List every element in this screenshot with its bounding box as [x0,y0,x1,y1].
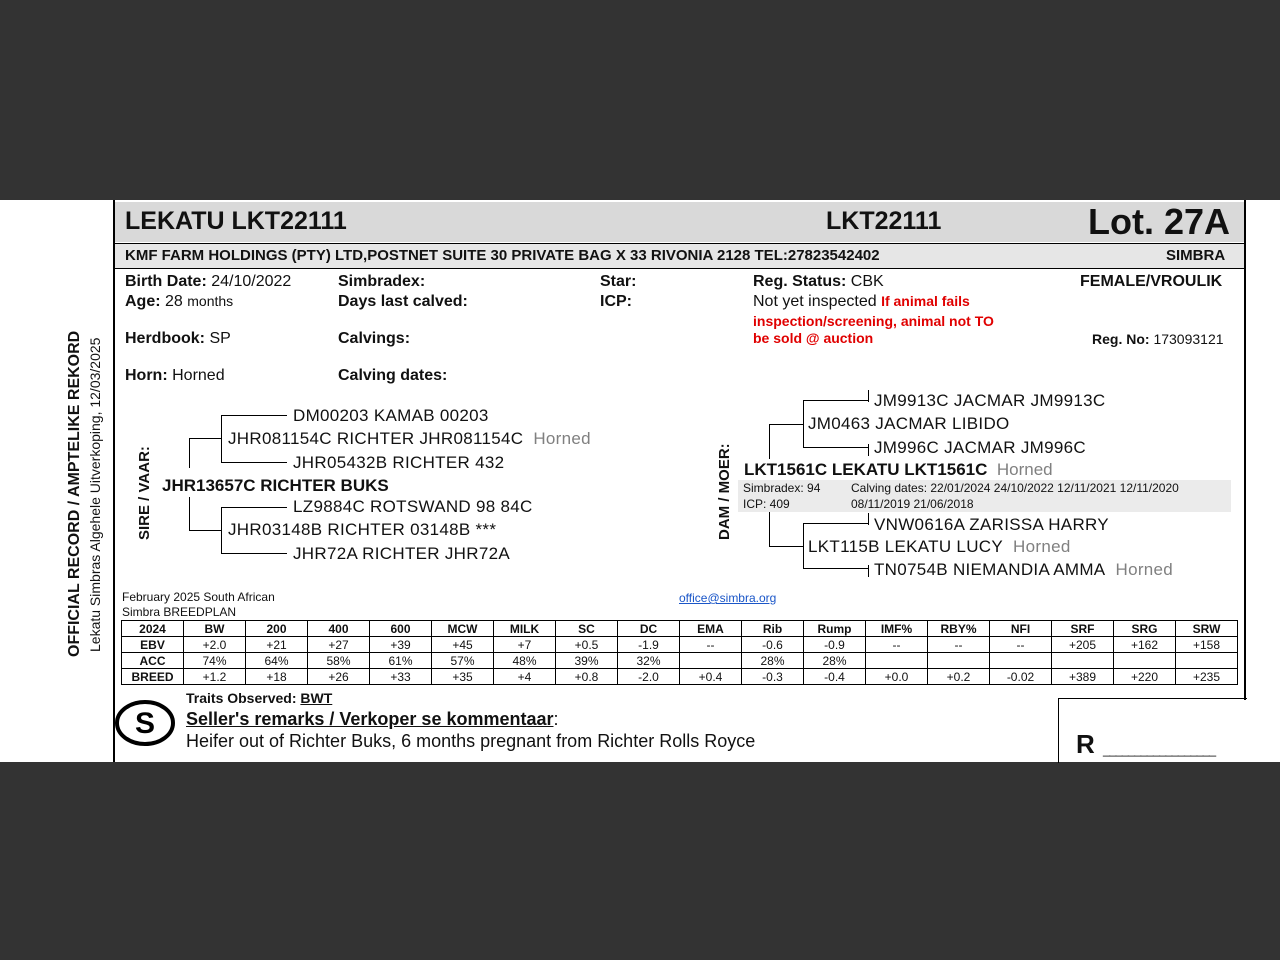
owner-details: KMF FARM HOLDINGS (PTY) LTD,POSTNET SUITE 30 PRIVATE BAG X 33 RIVONIA 2128 TEL:27823542402 [125,247,880,264]
sale-info-label: Lekatu Simbras Algehele Uitverkoping, 12/03/2025 [87,337,103,652]
icp-label: ICP: [600,293,632,310]
dam-dam: LKT115B LEKATU LUCY Horned [808,537,1071,556]
acc-cell: 74% [184,653,246,669]
ebv-header: Rib [742,621,804,637]
card-left-border [113,200,115,762]
breedplan-source-line1: February 2025 South African [122,590,275,604]
ped-line [769,512,770,547]
dam-icp: ICP: 409 [743,497,790,511]
sire-dam-sire: LZ9884C ROTSWAND 98 84C [293,497,533,516]
acc-cell: 58% [308,653,370,669]
herdbook: Herdbook: SP [125,330,231,347]
ebv-header: EMA [680,621,742,637]
calvings-label: Calvings: [338,330,411,347]
ebv-cell: -- [928,637,990,653]
ped-line [221,507,287,508]
acc-cell: ACC [122,653,184,669]
price-currency: R [1076,729,1095,759]
breed-cell: +0.0 [866,669,928,685]
ebv-table [121,620,1238,685]
ped-line [868,444,869,456]
dam-name: LKT1561C LEKATU LKT1561C Horned [744,460,1053,479]
ebv-cell: +7 [494,637,556,653]
star-label: Star: [600,273,637,290]
breed-cell: -0.02 [990,669,1052,685]
reg-number: Reg. No: 173093121 [1092,331,1224,347]
ped-line [189,438,221,439]
ebv-header: RBY% [928,621,990,637]
official-record-label: OFFICIAL RECORD / AMPTELIKE REKORD [66,330,83,657]
logo-letter: S [134,707,156,740]
ebv-cell: +39 [370,637,432,653]
sire-sire-dam: JHR05432B RICHTER 432 [293,453,505,472]
ped-line [803,447,869,448]
ebv-cell: +0.5 [556,637,618,653]
lot-number: Lot. 27A [1088,201,1231,242]
price-input[interactable]: __________________ [1103,742,1216,757]
ped-line [221,507,222,554]
ped-line [803,400,869,401]
ebv-header: MCW [432,621,494,637]
simbradex-label: Simbradex: [338,273,426,290]
ped-line [221,462,287,463]
age: Age: 28 months [125,293,234,310]
ped-line [769,424,770,459]
dam-sire: JM0463 JACMAR LIBIDO [808,414,1010,433]
breed-cell: -2.0 [618,669,680,685]
acc-cell [680,653,742,669]
traits-observed: Traits Observed: BWT [186,690,333,706]
ped-line [868,513,869,525]
breed-cell: +35 [432,669,494,685]
ebv-cell: EBV [122,637,184,653]
breed-cell: -0.4 [804,669,866,685]
acc-cell [990,653,1052,669]
breed-cell: +235 [1176,669,1238,685]
card-right-border [1244,200,1246,700]
breed-cell: +220 [1114,669,1176,685]
breed-cell: BREED [122,669,184,685]
reg-status: Reg. Status: CBK [753,273,884,290]
acc-cell: 32% [618,653,680,669]
ped-line [221,415,222,463]
sellers-remarks-text: Heifer out of Richter Buks, 6 months pregnant from Richter Rolls Royce [186,731,756,751]
animal-id: LKT22111 [826,207,942,235]
inspection-warning-line3: be sold @ auction [753,330,874,346]
ped-line [189,497,190,530]
acc-cell: 64% [246,653,308,669]
ebv-header: 400 [308,621,370,637]
ped-line [221,553,287,554]
breed-cell: +4 [494,669,556,685]
ebv-cell: +21 [246,637,308,653]
days-last-calved-label: Days last calved: [338,293,468,310]
ebv-header-row [122,621,1238,637]
acc-cell [1176,653,1238,669]
acc-cell: 48% [494,653,556,669]
breed-cell: +33 [370,669,432,685]
inspection-warning-line2: inspection/screening, animal not TO [753,313,994,329]
breed-cell: -0.3 [742,669,804,685]
ebv-row [122,637,1238,653]
acc-cell: 61% [370,653,432,669]
acc-cell: 57% [432,653,494,669]
sire-dam: JHR03148B RICHTER 03148B *** [228,520,497,539]
ebv-header: SRG [1114,621,1176,637]
sire-side-label: SIRE / VAAR: [136,446,153,540]
breed-cell: +0.8 [556,669,618,685]
sire-dam-dam: JHR72A RICHTER JHR72A [293,544,510,563]
ped-line [189,438,190,468]
breed-cell: +389 [1052,669,1114,685]
ebv-cell: +162 [1114,637,1176,653]
dam-calving-dates: Calving dates: 22/01/2024 24/10/2022 12/11/2021 12/11/2020 [851,481,1179,495]
sellers-remarks-heading: Seller's remarks / Verkoper se kommentaar: [186,709,559,729]
ped-line [868,565,869,577]
dam-calving-dates-cont: 08/11/2019 21/06/2018 [851,497,974,511]
ebv-header: MILK [494,621,556,637]
acc-cell: 39% [556,653,618,669]
ped-line [189,530,221,531]
acc-cell: 28% [742,653,804,669]
ped-line [769,546,803,547]
ebv-header: IMF% [866,621,928,637]
breed-cell: +0.2 [928,669,990,685]
ebv-cell: +27 [308,637,370,653]
ebv-cell: -1.9 [618,637,680,653]
acc-cell [1052,653,1114,669]
dam-dam-sire: VNW0616A ZARISSA HARRY [874,515,1109,534]
acc-cell [866,653,928,669]
ebv-header: Rump [804,621,866,637]
ebv-cell: -- [866,637,928,653]
ebv-cell: -0.6 [742,637,804,653]
ebv-header: NFI [990,621,1052,637]
inspection-warning-line1: If animal fails [881,293,970,309]
ped-line [803,400,804,447]
dam-simbradex: Simbradex: 94 [743,481,821,495]
ped-line [221,415,287,416]
inspection-status: Not yet inspected If animal fails [753,293,970,310]
ebv-cell: +158 [1176,637,1238,653]
ebv-cell: +45 [432,637,494,653]
animal-name: LEKATU LKT22111 [125,207,347,235]
breed-cell: +1.2 [184,669,246,685]
ebv-header: DC [618,621,680,637]
ebv-cell: -- [990,637,1052,653]
ebv-cell: +205 [1052,637,1114,653]
dam-side-label: DAM / MOER: [716,443,733,540]
acc-row [122,653,1238,669]
acc-cell: 28% [804,653,866,669]
breed-cell: +0.4 [680,669,742,685]
breed-row [122,669,1238,685]
birth-date: Birth Date: 24/10/2022 [125,273,292,290]
ebv-header: 200 [246,621,308,637]
ebv-cell: -0.9 [804,637,866,653]
acc-cell [928,653,990,669]
ped-line [803,568,869,569]
sire-sire-sire: DM00203 KAMAB 00203 [293,406,489,425]
sire-name: JHR13657C RICHTER BUKS [162,476,389,495]
acc-cell [1114,653,1176,669]
calving-dates-label: Calving dates: [338,367,448,384]
breed-label: SIMBRA [1166,247,1226,264]
ebv-header: 2024 [122,621,184,637]
ped-line [868,390,869,402]
horn-status: Horn: Horned [125,367,225,384]
ebv-header: SRW [1176,621,1238,637]
dam-sire-dam: JM996C JACMAR JM996C [874,438,1086,457]
ebv-cell: +2.0 [184,637,246,653]
ebv-cell: -- [680,637,742,653]
sire-sire: JHR081154C RICHTER JHR081154C Horned [228,429,591,448]
ped-line [769,424,803,425]
email-link[interactable]: office@simbra.org [679,591,777,605]
breed-cell: +26 [308,669,370,685]
dam-dam-dam: TN0754B NIEMANDIA AMMA Horned [874,560,1174,579]
ebv-header: SC [556,621,618,637]
breed-cell: +18 [246,669,308,685]
ped-line [803,523,869,524]
ebv-header: SRF [1052,621,1114,637]
simbra-logo-icon [114,698,176,748]
dam-sire-sire: JM9913C JACMAR JM9913C [874,391,1106,410]
sex-label: FEMALE/VROULIK [1080,273,1223,290]
ebv-header: BW [184,621,246,637]
breedplan-source-line2: Simbra BREEDPLAN [122,605,237,619]
ped-line [803,523,804,569]
ebv-header: 600 [370,621,432,637]
